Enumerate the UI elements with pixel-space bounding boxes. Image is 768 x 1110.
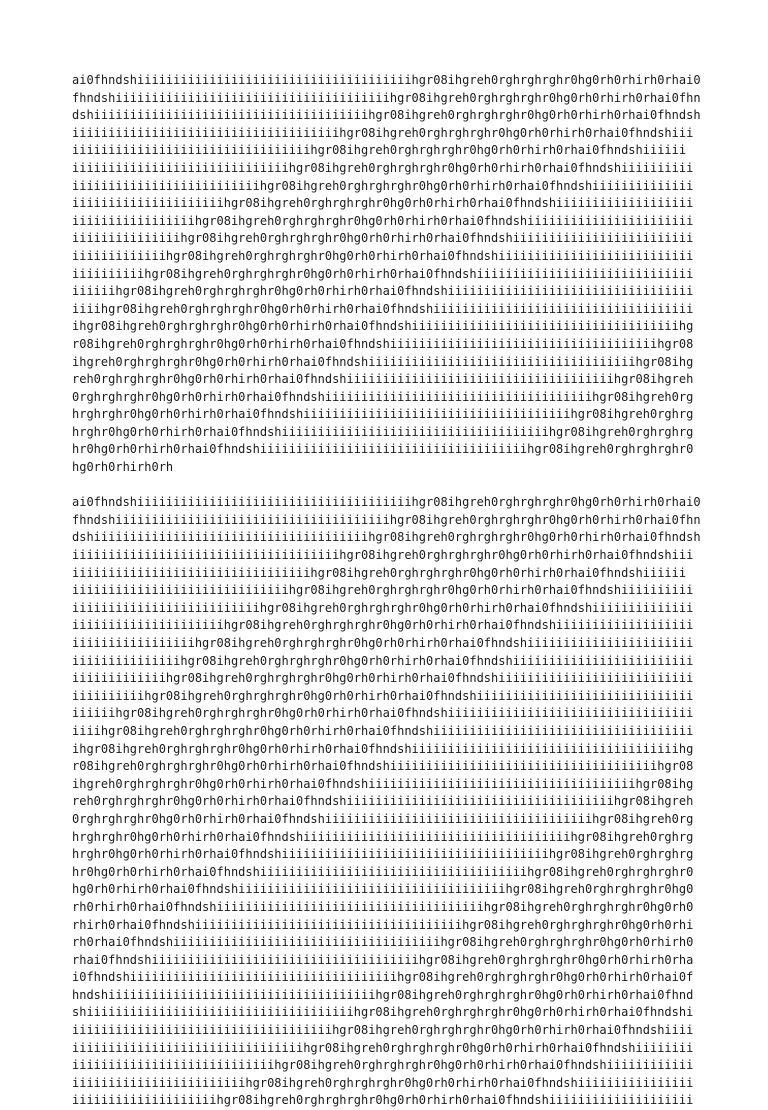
- paragraph-1: ai0fhndshiiiiiiiiiiiiiiiiiiiiiiiiiiiiiiiiiiiiiihgr08ihgreh0rghrghrghr0hg0rh0rhirh0rhai0 fhndshiiiiiiiiiiiiiiiiiiiiiiiiiiiiiiiiiiiiiihgr08ihgreh0rghrghrghr0hg0rh0rhirh0rhai0fhn dshiiiiiiiiiiiiiiiiiiiiiiiiiiiiiiiiiiiiiihgr08ihgreh0rghrghrghr0hg0rh0rhirh0rhai0fhndsh iiiiiiiiiiiiiiiiiiiiiiiiiiiiiiiiiiiiihgr08ihgreh0rghrghrghr0hg0rh0rhirh0rhai0fhndshiii iiiiiiiiiiiiiiiiiiiiiiiiiiiiiiiiihgr08ihgreh0rghrghrghr0hg0rh0rhirh0rhai0fhndshiiiiii iiiiiiiiiiiiiiiiiiiiiiiiiiiiiihgr08ihgreh0rghrghrghr0hg0rh0rhirh0rhai0fhndshiiiiiiiiii iiiiiiiiiiiiiiiiiiiiiiiiiihgr08ihgreh0rghrghrghr0hg0rh0rhirh0rhai0fhndshiiiiiiiiiiiiii iiiiiiiiiiiiiiiiiiiiihgr08ihgreh0rghrghrghr0hg0rh0rhirh0rhai0fhndshiiiiiiiiiiiiiiiiiii iiiiiiiiiiiiiiiiihgr08ihgreh0rghrghrghr0hg0rh0rhirh0rhai0fhndshiiiiiiiiiiiiiiiiiiiiiii iiiiiiiiiiiiiiihgr08ihgreh0rghrghrghr0hg0rh0rhirh0rhai0fhndshiiiiiiiiiiiiiiiiiiiiiiiii iiiiiiiiiiiiihgr08ihgreh0rghrghrghr0hg0rh0rhirh0rhai0fhndshiiiiiiiiiiiiiiiiiiiiiiiiiii iiiiiiiiiihgr08ihgreh0rghrghrghr0hg0rh0rhirh0rhai0fhndshiiiiiiiiiiiiiiiiiiiiiiiiiiiiii iiiiiihgr08ihgreh0rghrghrghr0hg0rh0rhirh0rhai0fhndshiiiiiiiiiiiiiiiiiiiiiiiiiiiiiiiiii iiiihgr08ihgreh0rghrghrghr0hg0rh0rhirh0rhai0fhndshiiiiiiiiiiiiiiiiiiiiiiiiiiiiiiiiiiii ihgr08ihgreh0rghrghrghr0hg0rh0rhirh0rhai0fhndshiiiiiiiiiiiiiiiiiiiiiiiiiiiiiiiiiiiiihg r08ihgreh0rghrghrghr0hg0rh0rhirh0rhai0fhndshiiiiiiiiiiiiiiiiiiiiiiiiiiiiiiiiiiiiihgr08 ihgreh0rghrghrghr0hg0rh0rhirh0rhai0fhndshiiiiiiiiiiiiiiiiiiiiiiiiiiiiiiiiiiiiihgr08ihg reh0rghrghrghr0hg0rh0rhirh0rhai0fhndshiiiiiiiiiiiiiiiiiiiiiiiiiiiiiiiiiiiiihgr08ihgreh 0rghrghrghr0hg0rh0rhirh0rhai0fhndshiiiiiiiiiiiiiiiiiiiiiiiiiiiiiiiiiiiiihgr08ihgreh0rg hrghrghr0hg0rh0rhirh0rhai0fhndshiiiiiiiiiiiiiiiiiiiiiiiiiiiiiiiiiiiiihgr08ihgreh0rghrg hrghr0hg0rh0rhirh0rhai0fhndshiiiiiiiiiiiiiiiiiiiiiiiiiiiiiiiiiiiiihgr08ihgreh0rghrghrg hr0hg0rh0rhirh0rhai0fhndshiiiiiiiiiiiiiiiiiiiiiiiiiiiiiiiiiiiiihgr08ihgreh0rghrghrghr0 hg0rh0rhirh0rh: [72, 73, 701, 475]
- paragraph-2: ai0fhndshiiiiiiiiiiiiiiiiiiiiiiiiiiiiiiiiiiiiiihgr08ihgreh0rghrghrghr0hg0rh0rhirh0rhai0 fhndshiiiiiiiiiiiiiiiiiiiiiiiiiiiiiiiiiiiiiihgr08ihgreh0rghrghrghr0hg0rh0rhirh0rhai0fhn dshiiiiiiiiiiiiiiiiiiiiiiiiiiiiiiiiiiiiiihgr08ihgreh0rghrghrghr0hg0rh0rhirh0rhai0fhndsh iiiiiiiiiiiiiiiiiiiiiiiiiiiiiiiiiiiiihgr08ihgreh0rghrghrghr0hg0rh0rhirh0rhai0fhndshiii iiiiiiiiiiiiiiiiiiiiiiiiiiiiiiiiihgr08ihgreh0rghrghrghr0hg0rh0rhirh0rhai0fhndshiiiiii iiiiiiiiiiiiiiiiiiiiiiiiiiiiiihgr08ihgreh0rghrghrghr0hg0rh0rhirh0rhai0fhndshiiiiiiiiii iiiiiiiiiiiiiiiiiiiiiiiiiihgr08ihgreh0rghrghrghr0hg0rh0rhirh0rhai0fhndshiiiiiiiiiiiiii iiiiiiiiiiiiiiiiiiiiihgr08ihgreh0rghrghrghr0hg0rh0rhirh0rhai0fhndshiiiiiiiiiiiiiiiiiii iiiiiiiiiiiiiiiiihgr08ihgreh0rghrghrghr0hg0rh0rhirh0rhai0fhndshiiiiiiiiiiiiiiiiiiiiiii iiiiiiiiiiiiiiihgr08ihgreh0rghrghrghr0hg0rh0rhirh0rhai0fhndshiiiiiiiiiiiiiiiiiiiiiiiii iiiiiiiiiiiiihgr08ihgreh0rghrghrghr0hg0rh0rhirh0rhai0fhndshiiiiiiiiiiiiiiiiiiiiiiiiiii iiiiiiiiiihgr08ihgreh0rghrghrghr0hg0rh0rhirh0rhai0fhndshiiiiiiiiiiiiiiiiiiiiiiiiiiiiii iiiiiihgr08ihgreh0rghrghrghr0hg0rh0rhirh0rhai0fhndshiiiiiiiiiiiiiiiiiiiiiiiiiiiiiiiiii iiiihgr08ihgreh0rghrghrghr0hg0rh0rhirh0rhai0fhndshiiiiiiiiiiiiiiiiiiiiiiiiiiiiiiiiiiii ihgr08ihgreh0rghrghrghr0hg0rh0rhirh0rhai0fhndshiiiiiiiiiiiiiiiiiiiiiiiiiiiiiiiiiiiiihg r08ihgreh0rghrghrghr0hg0rh0rhirh0rhai0fhndshiiiiiiiiiiiiiiiiiiiiiiiiiiiiiiiiiiiiihgr08 ihgreh0rghrghrghr0hg0rh0rhirh0rhai0fhndshiiiiiiiiiiiiiiiiiiiiiiiiiiiiiiiiiiiiihgr08ihg reh0rghrghrghr0hg0rh0rhirh0rhai0fhndshiiiiiiiiiiiiiiiiiiiiiiiiiiiiiiiiiiiiihgr08ihgreh 0rghrghrghr0hg0rh0rhirh0rhai0fhndshiiiiiiiiiiiiiiiiiiiiiiiiiiiiiiiiiiiiihgr08ihgreh0rg hrghrghr0hg0rh0rhirh0rhai0fhndshiiiiiiiiiiiiiiiiiiiiiiiiiiiiiiiiiiiiihgr08ihgreh0rghrg hrghr0hg0rh0rhirh0rhai0fhndshiiiiiiiiiiiiiiiiiiiiiiiiiiiiiiiiiiiiihgr08ihgreh0rghrghrg hr0hg0rh0rhirh0rhai0fhndshiiiiiiiiiiiiiiiiiiiiiiiiiiiiiiiiiiiiihgr08ihgreh0rghrghrghr0 hg0rh0rhirh0rhai0fhndshiiiiiiiiiiiiiiiiiiiiiiiiiiiiiiiiiiiiihgr08ihgreh0rghrghrghr0hg0 rh0rhirh0rhai0fhndshiiiiiiiiiiiiiiiiiiiiiiiiiiiiiiiiiiiiihgr08ihgreh0rghrghrghr0hg0rh0 rhirh0rhai0fhndshiiiiiiiiiiiiiiiiiiiiiiiiiiiiiiiiiiiiihgr08ihgreh0rghrghrghr0hg0rh0rhi rh0rhai0fhndshiiiiiiiiiiiiiiiiiiiiiiiiiiiiiiiiiiiiihgr08ihgreh0rghrghrghr0hg0rh0rhirh0 rhai0fhndshiiiiiiiiiiiiiiiiiiiiiiiiiiiiiiiiiiiiihgr08ihgreh0rghrghrghr0hg0rh0rhirh0rha i0fhndshiiiiiiiiiiiiiiiiiiiiiiiiiiiiiiiiiiiiihgr08ihgreh0rghrghrghr0hg0rh0rhirh0rhai0f hndshiiiiiiiiiiiiiiiiiiiiiiiiiiiiiiiiiiiiihgr08ihgreh0rghrghrghr0hg0rh0rhirh0rhai0fhnd shiiiiiiiiiiiiiiiiiiiiiiiiiiiiiiiiiiiiihgr08ihgreh0rghrghrghr0hg0rh0rhirh0rhai0fhndshi iiiiiiiiiiiiiiiiiiiiiiiiiiiiiiiiiiiihgr08ihgreh0rghrghrghr0hg0rh0rhirh0rhai0fhndshiiii iiiiiiiiiiiiiiiiiiiiiiiiiiiiiiiihgr08ihgreh0rghrghrghr0hg0rh0rhirh0rhai0fhndshiiiiiiii iiiiiiiiiiiiiiiiiiiiiiiiiiiihgr08ihgreh0rghrghrghr0hg0rh0rhirh0rhai0fhndshiiiiiiiiiiii iiiiiiiiiiiiiiiiiiiiiiiihgr08ihgreh0rghrghrghr0hg0rh0rhirh0rhai0fhndshiiiiiiiiiiiiiiii iiiiiiiiiiiiiiiiiiiihgr08ihgreh0rghrghrghr0hg0rh0rhirh0rhai0fhndshiiiiiiiiiiiiiiiiiiii: [72, 495, 701, 1108]
- document-page: [72, 72, 712, 1110]
